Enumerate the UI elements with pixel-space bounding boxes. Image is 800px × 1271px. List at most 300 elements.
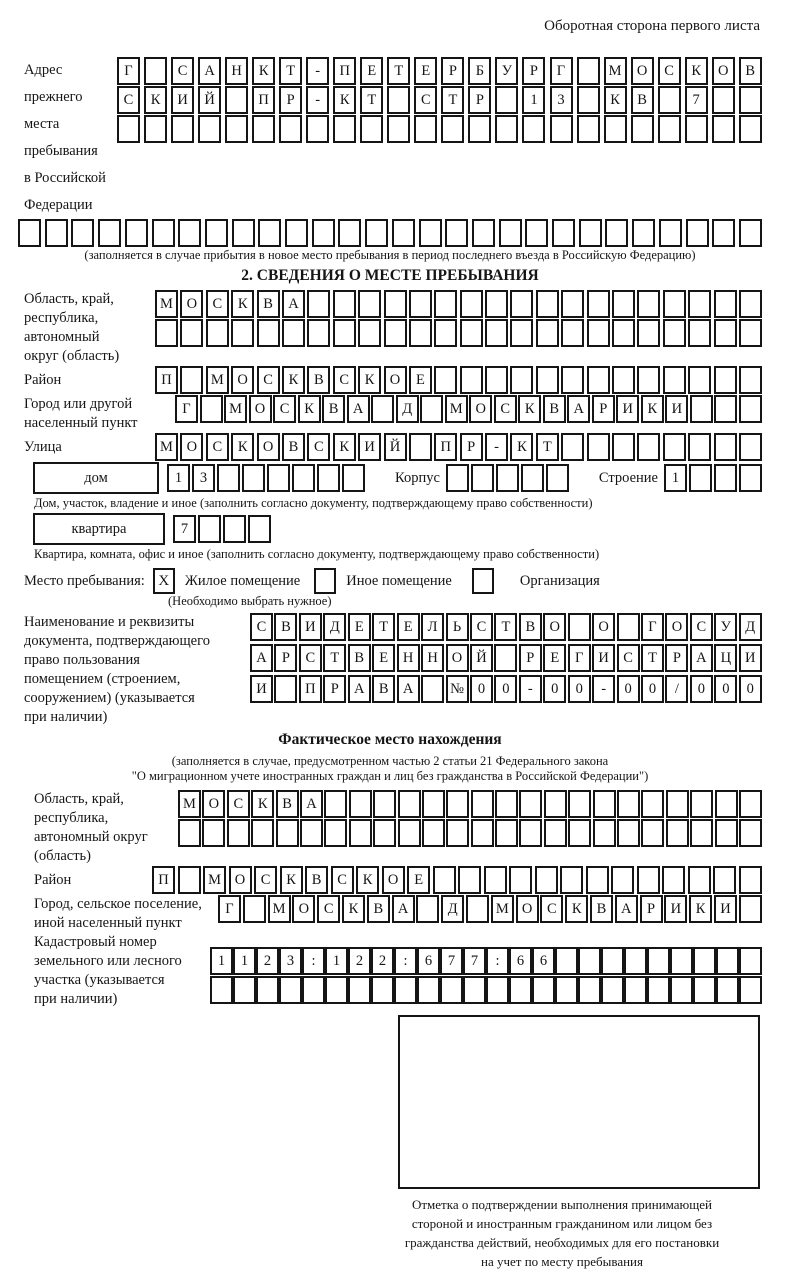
char-cell[interactable] [446, 819, 469, 847]
char-cell[interactable] [248, 515, 271, 543]
char-cell[interactable] [714, 319, 737, 347]
char-cell[interactable]: Т [536, 433, 559, 461]
char-cell[interactable]: : [394, 947, 417, 975]
char-cell[interactable] [561, 290, 584, 318]
char-cell[interactable] [714, 395, 737, 423]
char-cell[interactable] [624, 947, 647, 975]
char-cell[interactable] [206, 319, 229, 347]
char-cell[interactable]: О [665, 613, 688, 641]
char-cell[interactable] [509, 866, 532, 894]
char-cell[interactable] [690, 790, 713, 818]
char-cell[interactable]: Г [568, 644, 591, 672]
char-cell[interactable] [568, 819, 591, 847]
char-cell[interactable] [593, 819, 616, 847]
char-cell[interactable]: В [631, 86, 654, 114]
char-cell[interactable] [578, 947, 601, 975]
char-cell[interactable]: В [274, 613, 297, 641]
char-cell[interactable] [658, 115, 681, 143]
char-cell[interactable]: А [282, 290, 305, 318]
char-cell[interactable] [587, 366, 610, 394]
char-cell[interactable] [18, 219, 41, 247]
char-cell[interactable] [688, 866, 711, 894]
checkbox-zhiloe[interactable]: X [153, 568, 175, 594]
char-cell[interactable] [342, 464, 365, 492]
char-cell[interactable] [568, 790, 591, 818]
char-cell[interactable]: 1 [664, 464, 687, 492]
char-cell[interactable]: С [206, 290, 229, 318]
char-cell[interactable]: М [268, 895, 291, 923]
char-cell[interactable] [387, 86, 410, 114]
char-cell[interactable] [276, 819, 299, 847]
char-cell[interactable]: О [202, 790, 225, 818]
char-cell[interactable]: Д [323, 613, 346, 641]
char-cell[interactable] [484, 866, 507, 894]
char-cell[interactable] [384, 290, 407, 318]
char-cell[interactable] [217, 464, 240, 492]
char-cell[interactable] [663, 366, 686, 394]
char-cell[interactable]: К [358, 366, 381, 394]
char-cell[interactable]: 2 [256, 947, 279, 975]
char-cell[interactable]: В [367, 895, 390, 923]
char-cell[interactable] [693, 947, 716, 975]
char-cell[interactable]: 2 [371, 947, 394, 975]
char-cell[interactable]: № [446, 675, 469, 703]
char-cell[interactable] [739, 790, 762, 818]
char-cell[interactable] [577, 115, 600, 143]
char-cell[interactable]: Д [441, 895, 464, 923]
char-cell[interactable] [577, 86, 600, 114]
char-cell[interactable] [617, 819, 640, 847]
char-cell[interactable]: К [231, 290, 254, 318]
char-cell[interactable] [601, 947, 624, 975]
char-cell[interactable] [243, 895, 266, 923]
char-cell[interactable] [552, 219, 575, 247]
char-cell[interactable]: 0 [641, 675, 664, 703]
char-cell[interactable] [555, 947, 578, 975]
char-cell[interactable]: 1 [210, 947, 233, 975]
char-cell[interactable] [358, 319, 381, 347]
char-cell[interactable] [714, 290, 737, 318]
char-cell[interactable]: И [664, 895, 687, 923]
char-cell[interactable]: А [397, 675, 420, 703]
char-cell[interactable] [282, 319, 305, 347]
char-cell[interactable] [324, 819, 347, 847]
char-cell[interactable] [519, 819, 542, 847]
char-cell[interactable] [714, 433, 737, 461]
char-cell[interactable] [365, 219, 388, 247]
char-cell[interactable] [739, 866, 762, 894]
char-cell[interactable]: Р [522, 57, 545, 85]
char-cell[interactable] [561, 319, 584, 347]
char-cell[interactable]: А [690, 644, 713, 672]
char-cell[interactable] [433, 866, 456, 894]
char-cell[interactable] [494, 644, 517, 672]
char-cell[interactable] [587, 433, 610, 461]
char-cell[interactable]: С [331, 866, 354, 894]
char-cell[interactable] [441, 115, 464, 143]
char-cell[interactable]: К [356, 866, 379, 894]
char-cell[interactable] [561, 433, 584, 461]
char-cell[interactable] [242, 464, 265, 492]
char-cell[interactable]: С [171, 57, 194, 85]
char-cell[interactable]: Й [470, 644, 493, 672]
char-cell[interactable] [466, 895, 489, 923]
char-cell[interactable] [307, 290, 330, 318]
char-cell[interactable] [180, 366, 203, 394]
char-cell[interactable] [225, 115, 248, 143]
char-cell[interactable] [535, 866, 558, 894]
char-cell[interactable]: - [592, 675, 615, 703]
char-cell[interactable]: С [273, 395, 296, 423]
char-cell[interactable]: 1 [167, 464, 190, 492]
char-cell[interactable]: Е [348, 613, 371, 641]
char-cell[interactable] [637, 290, 660, 318]
char-cell[interactable]: В [519, 613, 542, 641]
char-cell[interactable]: М [155, 290, 178, 318]
char-cell[interactable] [579, 219, 602, 247]
char-cell[interactable]: О [631, 57, 654, 85]
char-cell[interactable] [495, 86, 518, 114]
char-cell[interactable]: Р [640, 895, 663, 923]
char-cell[interactable]: К [231, 433, 254, 461]
char-cell[interactable] [578, 976, 601, 1004]
char-cell[interactable]: Т [360, 86, 383, 114]
char-cell[interactable]: Р [519, 644, 542, 672]
char-cell[interactable] [348, 976, 371, 1004]
char-cell[interactable] [300, 819, 323, 847]
char-cell[interactable] [688, 319, 711, 347]
char-cell[interactable]: К [641, 395, 664, 423]
char-cell[interactable] [499, 219, 522, 247]
char-cell[interactable] [568, 613, 591, 641]
char-cell[interactable] [670, 976, 693, 1004]
char-cell[interactable] [714, 366, 737, 394]
char-cell[interactable] [178, 866, 201, 894]
char-cell[interactable]: 3 [279, 947, 302, 975]
char-cell[interactable]: К [282, 366, 305, 394]
char-cell[interactable]: 0 [543, 675, 566, 703]
char-cell[interactable]: Ь [446, 613, 469, 641]
char-cell[interactable]: 7 [685, 86, 708, 114]
char-cell[interactable] [45, 219, 68, 247]
char-cell[interactable]: К [510, 433, 533, 461]
char-cell[interactable]: Р [460, 433, 483, 461]
char-cell[interactable]: О [292, 895, 315, 923]
char-cell[interactable]: Р [274, 644, 297, 672]
char-cell[interactable]: Р [592, 395, 615, 423]
char-cell[interactable] [463, 976, 486, 1004]
char-cell[interactable]: О [592, 613, 615, 641]
char-cell[interactable] [349, 819, 372, 847]
char-cell[interactable]: В [739, 57, 762, 85]
char-cell[interactable]: : [486, 947, 509, 975]
char-cell[interactable] [663, 290, 686, 318]
char-cell[interactable]: М [203, 866, 226, 894]
char-cell[interactable]: Г [550, 57, 573, 85]
char-cell[interactable] [561, 366, 584, 394]
char-cell[interactable] [496, 464, 519, 492]
char-cell[interactable]: Ц [714, 644, 737, 672]
char-cell[interactable]: П [333, 57, 356, 85]
char-cell[interactable] [152, 219, 175, 247]
char-cell[interactable]: С [206, 433, 229, 461]
char-cell[interactable]: А [250, 644, 273, 672]
checkbox-inoe[interactable] [314, 568, 336, 594]
char-cell[interactable] [267, 464, 290, 492]
char-cell[interactable] [712, 115, 735, 143]
char-cell[interactable] [384, 319, 407, 347]
char-cell[interactable]: 6 [509, 947, 532, 975]
char-cell[interactable]: П [252, 86, 275, 114]
char-cell[interactable]: О [249, 395, 272, 423]
char-cell[interactable] [666, 819, 689, 847]
char-cell[interactable] [688, 366, 711, 394]
char-cell[interactable] [312, 219, 335, 247]
char-cell[interactable]: С [227, 790, 250, 818]
char-cell[interactable] [198, 115, 221, 143]
char-cell[interactable] [445, 219, 468, 247]
char-cell[interactable] [659, 219, 682, 247]
char-cell[interactable] [279, 115, 302, 143]
char-cell[interactable] [647, 976, 670, 1004]
char-cell[interactable]: И [592, 644, 615, 672]
char-cell[interactable] [688, 290, 711, 318]
char-cell[interactable]: В [348, 644, 371, 672]
char-cell[interactable] [485, 319, 508, 347]
char-cell[interactable] [233, 976, 256, 1004]
char-cell[interactable] [420, 395, 443, 423]
char-cell[interactable]: Т [441, 86, 464, 114]
char-cell[interactable] [689, 464, 712, 492]
char-cell[interactable] [739, 395, 762, 423]
char-cell[interactable] [178, 819, 201, 847]
char-cell[interactable]: В [257, 290, 280, 318]
char-cell[interactable] [611, 866, 634, 894]
char-cell[interactable] [739, 947, 762, 975]
char-cell[interactable] [180, 319, 203, 347]
char-cell[interactable] [358, 290, 381, 318]
char-cell[interactable]: А [300, 790, 323, 818]
char-cell[interactable]: Т [372, 613, 395, 641]
char-cell[interactable]: Т [387, 57, 410, 85]
char-cell[interactable]: Г [175, 395, 198, 423]
char-cell[interactable]: Р [665, 644, 688, 672]
char-cell[interactable]: Г [641, 613, 664, 641]
char-cell[interactable]: 1 [325, 947, 348, 975]
char-cell[interactable]: Т [323, 644, 346, 672]
char-cell[interactable]: Т [494, 613, 517, 641]
char-cell[interactable]: П [299, 675, 322, 703]
char-cell[interactable] [434, 319, 457, 347]
char-cell[interactable]: 0 [690, 675, 713, 703]
char-cell[interactable] [486, 976, 509, 1004]
char-cell[interactable]: И [714, 895, 737, 923]
char-cell[interactable]: В [543, 395, 566, 423]
char-cell[interactable] [307, 319, 330, 347]
char-cell[interactable]: В [590, 895, 613, 923]
char-cell[interactable] [422, 819, 445, 847]
char-cell[interactable]: С [617, 644, 640, 672]
char-cell[interactable] [686, 219, 709, 247]
char-cell[interactable] [587, 319, 610, 347]
char-cell[interactable]: О [231, 366, 254, 394]
char-cell[interactable]: П [152, 866, 175, 894]
char-cell[interactable] [392, 219, 415, 247]
char-cell[interactable] [416, 895, 439, 923]
char-cell[interactable] [171, 115, 194, 143]
char-cell[interactable]: П [434, 433, 457, 461]
char-cell[interactable]: 0 [714, 675, 737, 703]
char-cell[interactable]: В [322, 395, 345, 423]
char-cell[interactable]: К [333, 433, 356, 461]
char-cell[interactable] [587, 290, 610, 318]
char-cell[interactable] [612, 366, 635, 394]
char-cell[interactable] [605, 219, 628, 247]
char-cell[interactable]: : [302, 947, 325, 975]
char-cell[interactable] [125, 219, 148, 247]
char-cell[interactable] [688, 433, 711, 461]
char-cell[interactable] [495, 819, 518, 847]
char-cell[interactable] [647, 947, 670, 975]
char-cell[interactable]: С [494, 395, 517, 423]
char-cell[interactable]: С [117, 86, 140, 114]
char-cell[interactable] [521, 464, 544, 492]
char-cell[interactable] [373, 819, 396, 847]
char-cell[interactable] [223, 515, 246, 543]
char-cell[interactable] [637, 866, 660, 894]
char-cell[interactable] [739, 115, 762, 143]
char-cell[interactable] [338, 219, 361, 247]
char-cell[interactable]: 3 [192, 464, 215, 492]
char-cell[interactable]: 0 [739, 675, 762, 703]
char-cell[interactable] [485, 366, 508, 394]
char-cell[interactable] [446, 464, 469, 492]
char-cell[interactable]: 3 [550, 86, 573, 114]
char-cell[interactable]: М [155, 433, 178, 461]
char-cell[interactable]: С [540, 895, 563, 923]
char-cell[interactable] [468, 115, 491, 143]
char-cell[interactable]: С [333, 366, 356, 394]
char-cell[interactable] [251, 819, 274, 847]
char-cell[interactable] [546, 464, 569, 492]
char-cell[interactable] [317, 464, 340, 492]
char-cell[interactable]: И [171, 86, 194, 114]
char-cell[interactable]: С [317, 895, 340, 923]
char-cell[interactable] [279, 976, 302, 1004]
char-cell[interactable] [325, 976, 348, 1004]
checkbox-organizaciya[interactable] [472, 568, 494, 594]
char-cell[interactable]: О [516, 895, 539, 923]
char-cell[interactable] [460, 366, 483, 394]
char-cell[interactable] [409, 290, 432, 318]
char-cell[interactable] [285, 219, 308, 247]
char-cell[interactable] [716, 976, 739, 1004]
char-cell[interactable]: М [491, 895, 514, 923]
char-cell[interactable] [398, 790, 421, 818]
char-cell[interactable] [510, 366, 533, 394]
char-cell[interactable] [624, 976, 647, 1004]
char-cell[interactable]: А [615, 895, 638, 923]
char-cell[interactable]: Р [323, 675, 346, 703]
char-cell[interactable]: Д [396, 395, 419, 423]
char-cell[interactable] [178, 219, 201, 247]
char-cell[interactable] [739, 319, 762, 347]
char-cell[interactable]: С [690, 613, 713, 641]
char-cell[interactable] [98, 219, 121, 247]
char-cell[interactable]: К [144, 86, 167, 114]
char-cell[interactable] [641, 819, 664, 847]
char-cell[interactable] [739, 290, 762, 318]
char-cell[interactable]: - [485, 433, 508, 461]
char-cell[interactable]: / [665, 675, 688, 703]
char-cell[interactable]: Г [218, 895, 241, 923]
char-cell[interactable]: О [180, 290, 203, 318]
char-cell[interactable]: К [251, 790, 274, 818]
char-cell[interactable]: П [155, 366, 178, 394]
char-cell[interactable]: У [714, 613, 737, 641]
char-cell[interactable]: А [567, 395, 590, 423]
char-cell[interactable] [739, 464, 762, 492]
char-cell[interactable] [739, 976, 762, 1004]
char-cell[interactable] [155, 319, 178, 347]
char-cell[interactable]: А [198, 57, 221, 85]
char-cell[interactable] [712, 219, 735, 247]
char-cell[interactable] [256, 976, 279, 1004]
char-cell[interactable]: 0 [617, 675, 640, 703]
char-cell[interactable]: Е [414, 57, 437, 85]
char-cell[interactable] [387, 115, 410, 143]
char-cell[interactable] [713, 866, 736, 894]
char-cell[interactable] [739, 895, 762, 923]
char-cell[interactable] [257, 319, 280, 347]
char-cell[interactable] [693, 976, 716, 1004]
char-cell[interactable] [460, 290, 483, 318]
char-cell[interactable] [739, 86, 762, 114]
char-cell[interactable] [274, 675, 297, 703]
char-cell[interactable]: С [470, 613, 493, 641]
char-cell[interactable]: 2 [348, 947, 371, 975]
char-cell[interactable]: С [257, 366, 280, 394]
char-cell[interactable]: К [604, 86, 627, 114]
char-cell[interactable] [560, 866, 583, 894]
char-cell[interactable] [458, 866, 481, 894]
char-cell[interactable] [440, 976, 463, 1004]
char-cell[interactable] [360, 115, 383, 143]
char-cell[interactable]: Д [739, 613, 762, 641]
char-cell[interactable]: О [543, 613, 566, 641]
char-cell[interactable]: - [306, 86, 329, 114]
char-cell[interactable]: - [519, 675, 542, 703]
char-cell[interactable] [690, 819, 713, 847]
char-cell[interactable]: 0 [470, 675, 493, 703]
char-cell[interactable]: В [307, 366, 330, 394]
char-cell[interactable]: Е [360, 57, 383, 85]
char-cell[interactable]: У [495, 57, 518, 85]
char-cell[interactable] [373, 790, 396, 818]
char-cell[interactable] [685, 115, 708, 143]
char-cell[interactable] [663, 319, 686, 347]
char-cell[interactable]: Е [397, 613, 420, 641]
char-cell[interactable] [210, 976, 233, 1004]
char-cell[interactable]: Й [384, 433, 407, 461]
char-cell[interactable]: О [384, 366, 407, 394]
char-cell[interactable] [550, 115, 573, 143]
char-cell[interactable]: М [224, 395, 247, 423]
char-cell[interactable] [471, 819, 494, 847]
char-cell[interactable] [371, 976, 394, 1004]
char-cell[interactable]: О [180, 433, 203, 461]
char-cell[interactable] [252, 115, 275, 143]
